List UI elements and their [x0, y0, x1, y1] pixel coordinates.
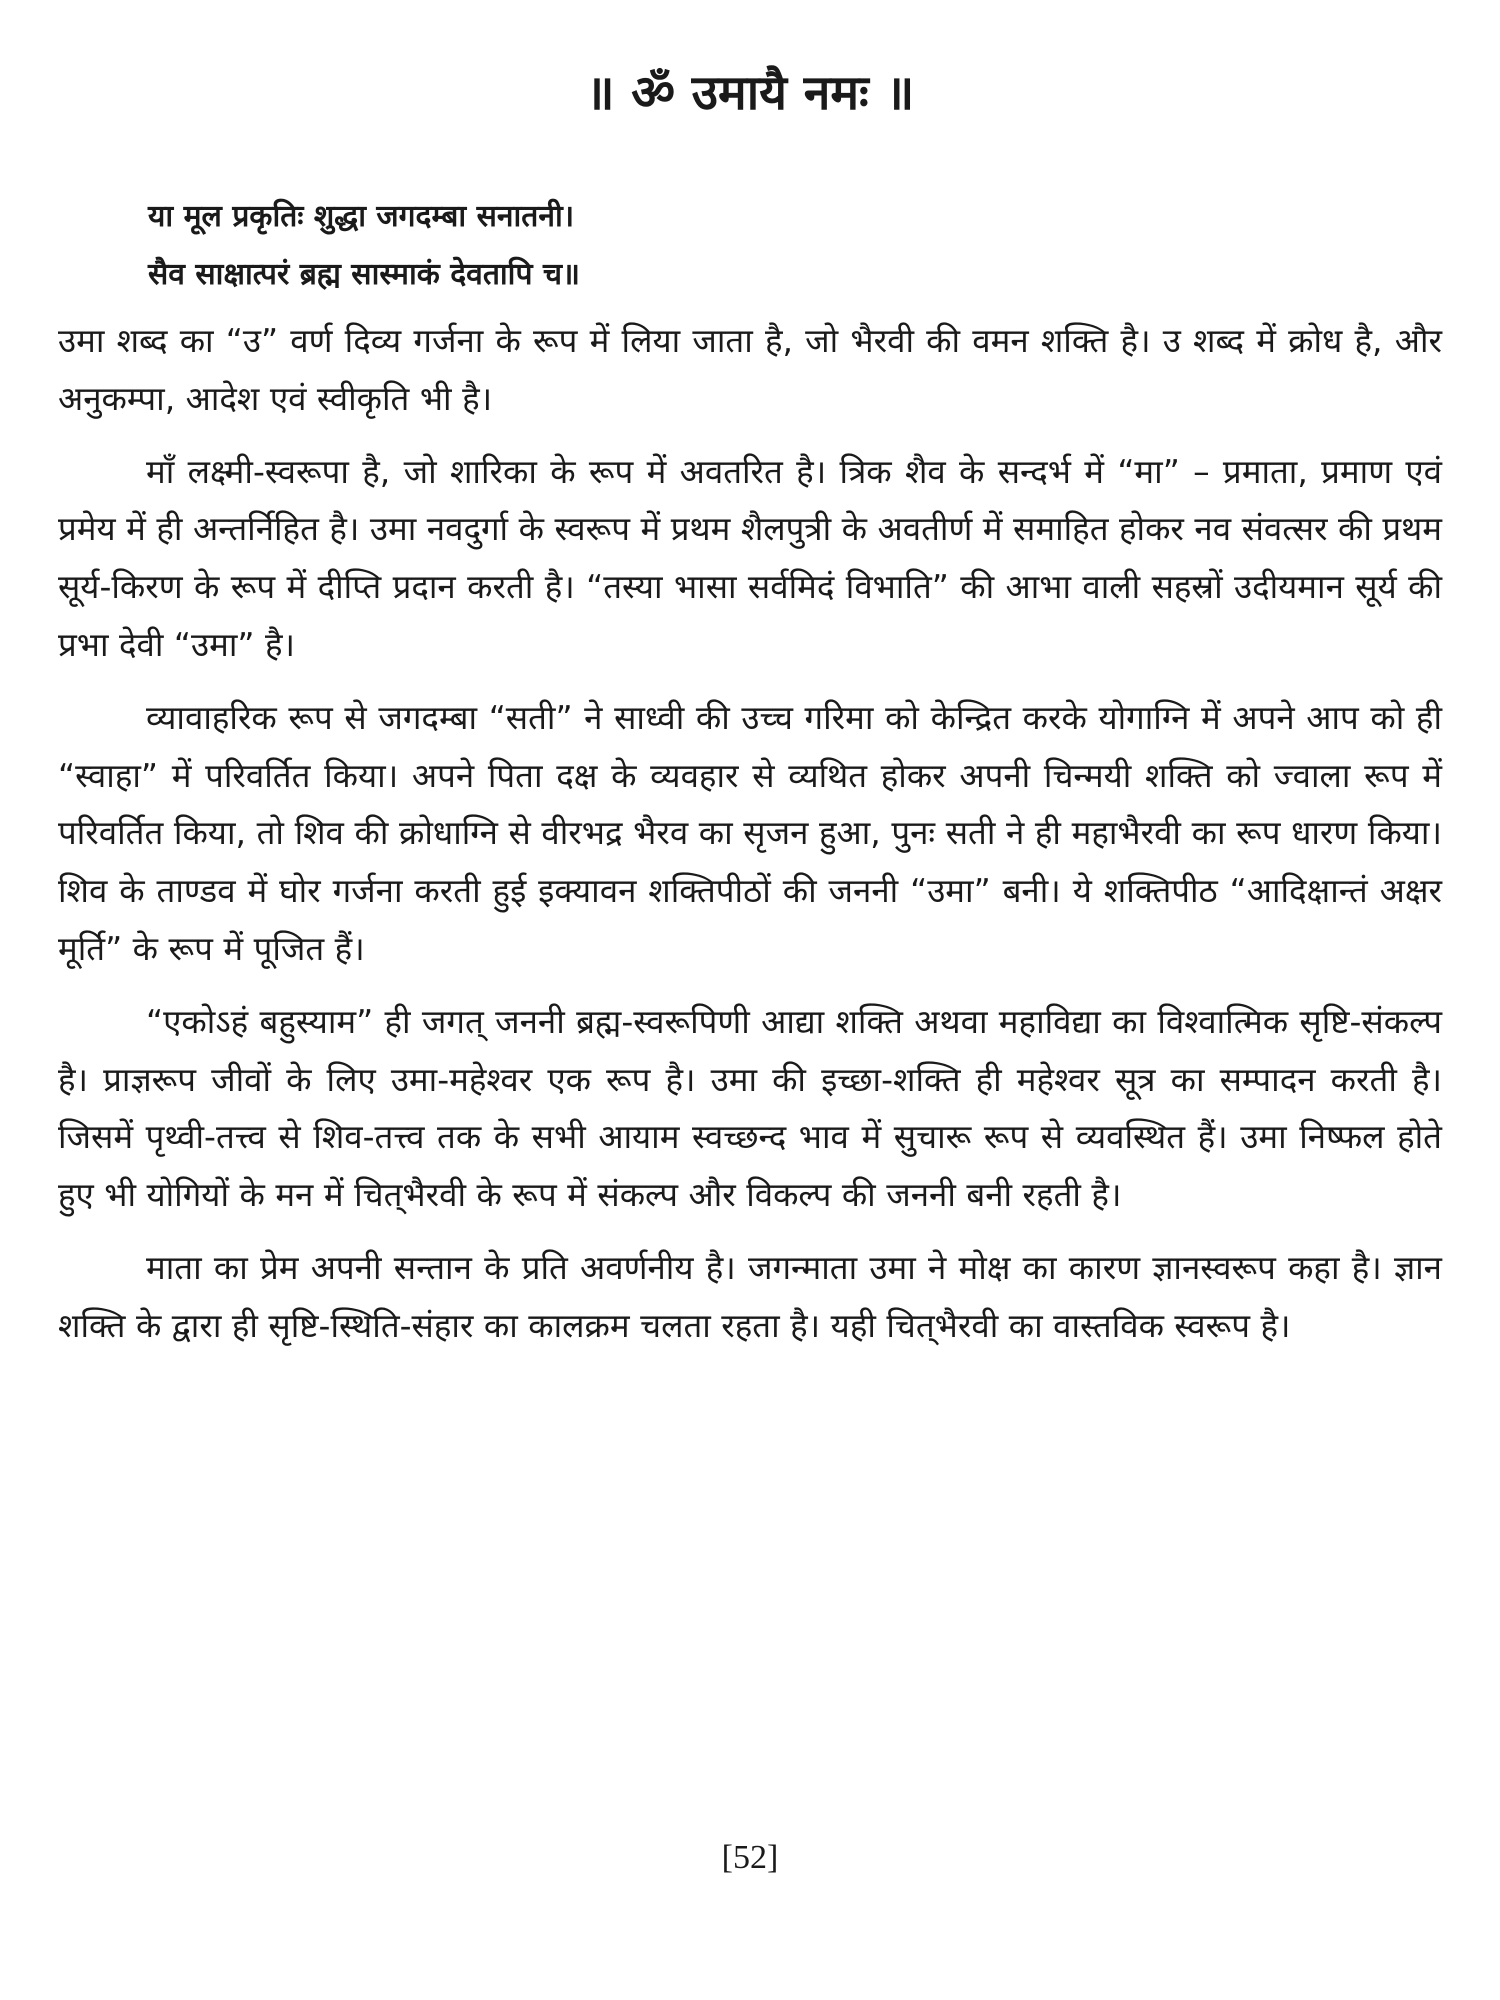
sloka-line-1: या मूल प्रकृतिः शुद्धा जगदम्बा सनातनी।	[148, 199, 575, 234]
paragraph-2: माँ लक्ष्मी-स्वरूपा है, जो शारिका के रूप में अवतरित है। त्रिक शैव के सन्दर्भ में “मा” – प्रमाता, प्रमाण एवं प्रमेय में ही अन्तर्निहित है। उमा नवदुर्गा के स्वरूप में प्रथम शैलपुत्री के अवतीर्ण में समाहित होकर नव संवत्सर की प्रथम सूर्य-किरण के रूप में दीप्ति प्रदान करती है। “तस्या भासा सर्वमिदं विभाति” की आभा वाली सहस्रों उदीयमान सूर्य की प्रभा देवी “उमा” है।	[58, 451, 1442, 664]
book-page	[58, 0, 1442, 2000]
paragraph-5: माता का प्रेम अपनी सन्तान के प्रति अवर्णनीय है। जगन्माता उमा ने मोक्ष का कारण ज्ञानस्वरूप कहा है। ज्ञान शक्ति के द्वारा ही सृष्टि-स्थिति-संहार का कालक्रम चलता रहता है। यही चित्‌भैरवी का वास्तविक स्वरूप है।	[58, 1247, 1442, 1345]
body-text	[58, 312, 1442, 1370]
sloka-verse	[148, 188, 1442, 304]
paragraph-3: व्यावाहरिक रूप से जगदम्बा “सती” ने साध्वी की उच्च गरिमा को केन्द्रित करके योगाग्नि में अपने आप को ही “स्वाहा” में परिवर्तित किया। अपने पिता दक्ष के व्यवहार से व्यथित होकर अपनी चिन्मयी शक्ति को ज्वाला रूप में परिवर्तित किया, तो शिव की क्रोधाग्नि से वीरभद्र भैरव का सृजन हुआ, पुनः सती ने ही महाभैरवी का रूप धारण किया। शिव के ताण्डव में घोर गर्जना करती हुई इक्यावन शक्तिपीठों की जननी “उमा” बनी। ये शक्तिपीठ “आदिक्षान्तं अक्षर मूर्ति” के रूप में पूजित हैं।	[58, 697, 1442, 968]
paragraph-1: उमा शब्द का “उ” वर्ण दिव्य गर्जना के रूप में लिया जाता है, जो भैरवी की वमन शक्ति है। उ शब्द में क्रोध है, और अनुकम्पा, आदेश एवं स्वीकृति भी है।	[58, 321, 1442, 418]
page-title: ॥ ॐ उमायै नमः ॥	[585, 65, 915, 121]
sloka-line-2: सैव साक्षात्परं ब्रह्म सास्माकं देवतापि च॥	[148, 257, 580, 292]
paragraph-4: “एकोऽहं बहुस्याम” ही जगत् जननी ब्रह्म-स्वरूपिणी आद्या शक्ति अथवा महाविद्या का विश्वात्मिक सृष्टि-संकल्प है। प्राज्ञरूप जीवों के लिए उमा-महेश्वर एक रूप है। उमा की इच्छा-शक्ति ही महेश्वर सूत्र का सम्पादन करती है। जिसमें पृथ्वी-तत्त्व से शिव-तत्त्व तक के सभी आयाम स्वच्छन्द भाव में सुचारू रूप से व्यवस्थित हैं। उमा निष्फल होते हुए भी योगियों के मन में चित्‌भैरवी के रूप में संकल्प और विकल्प की जननी बनी रहती है।	[58, 1001, 1442, 1215]
page-number: [52]	[721, 1839, 779, 1876]
